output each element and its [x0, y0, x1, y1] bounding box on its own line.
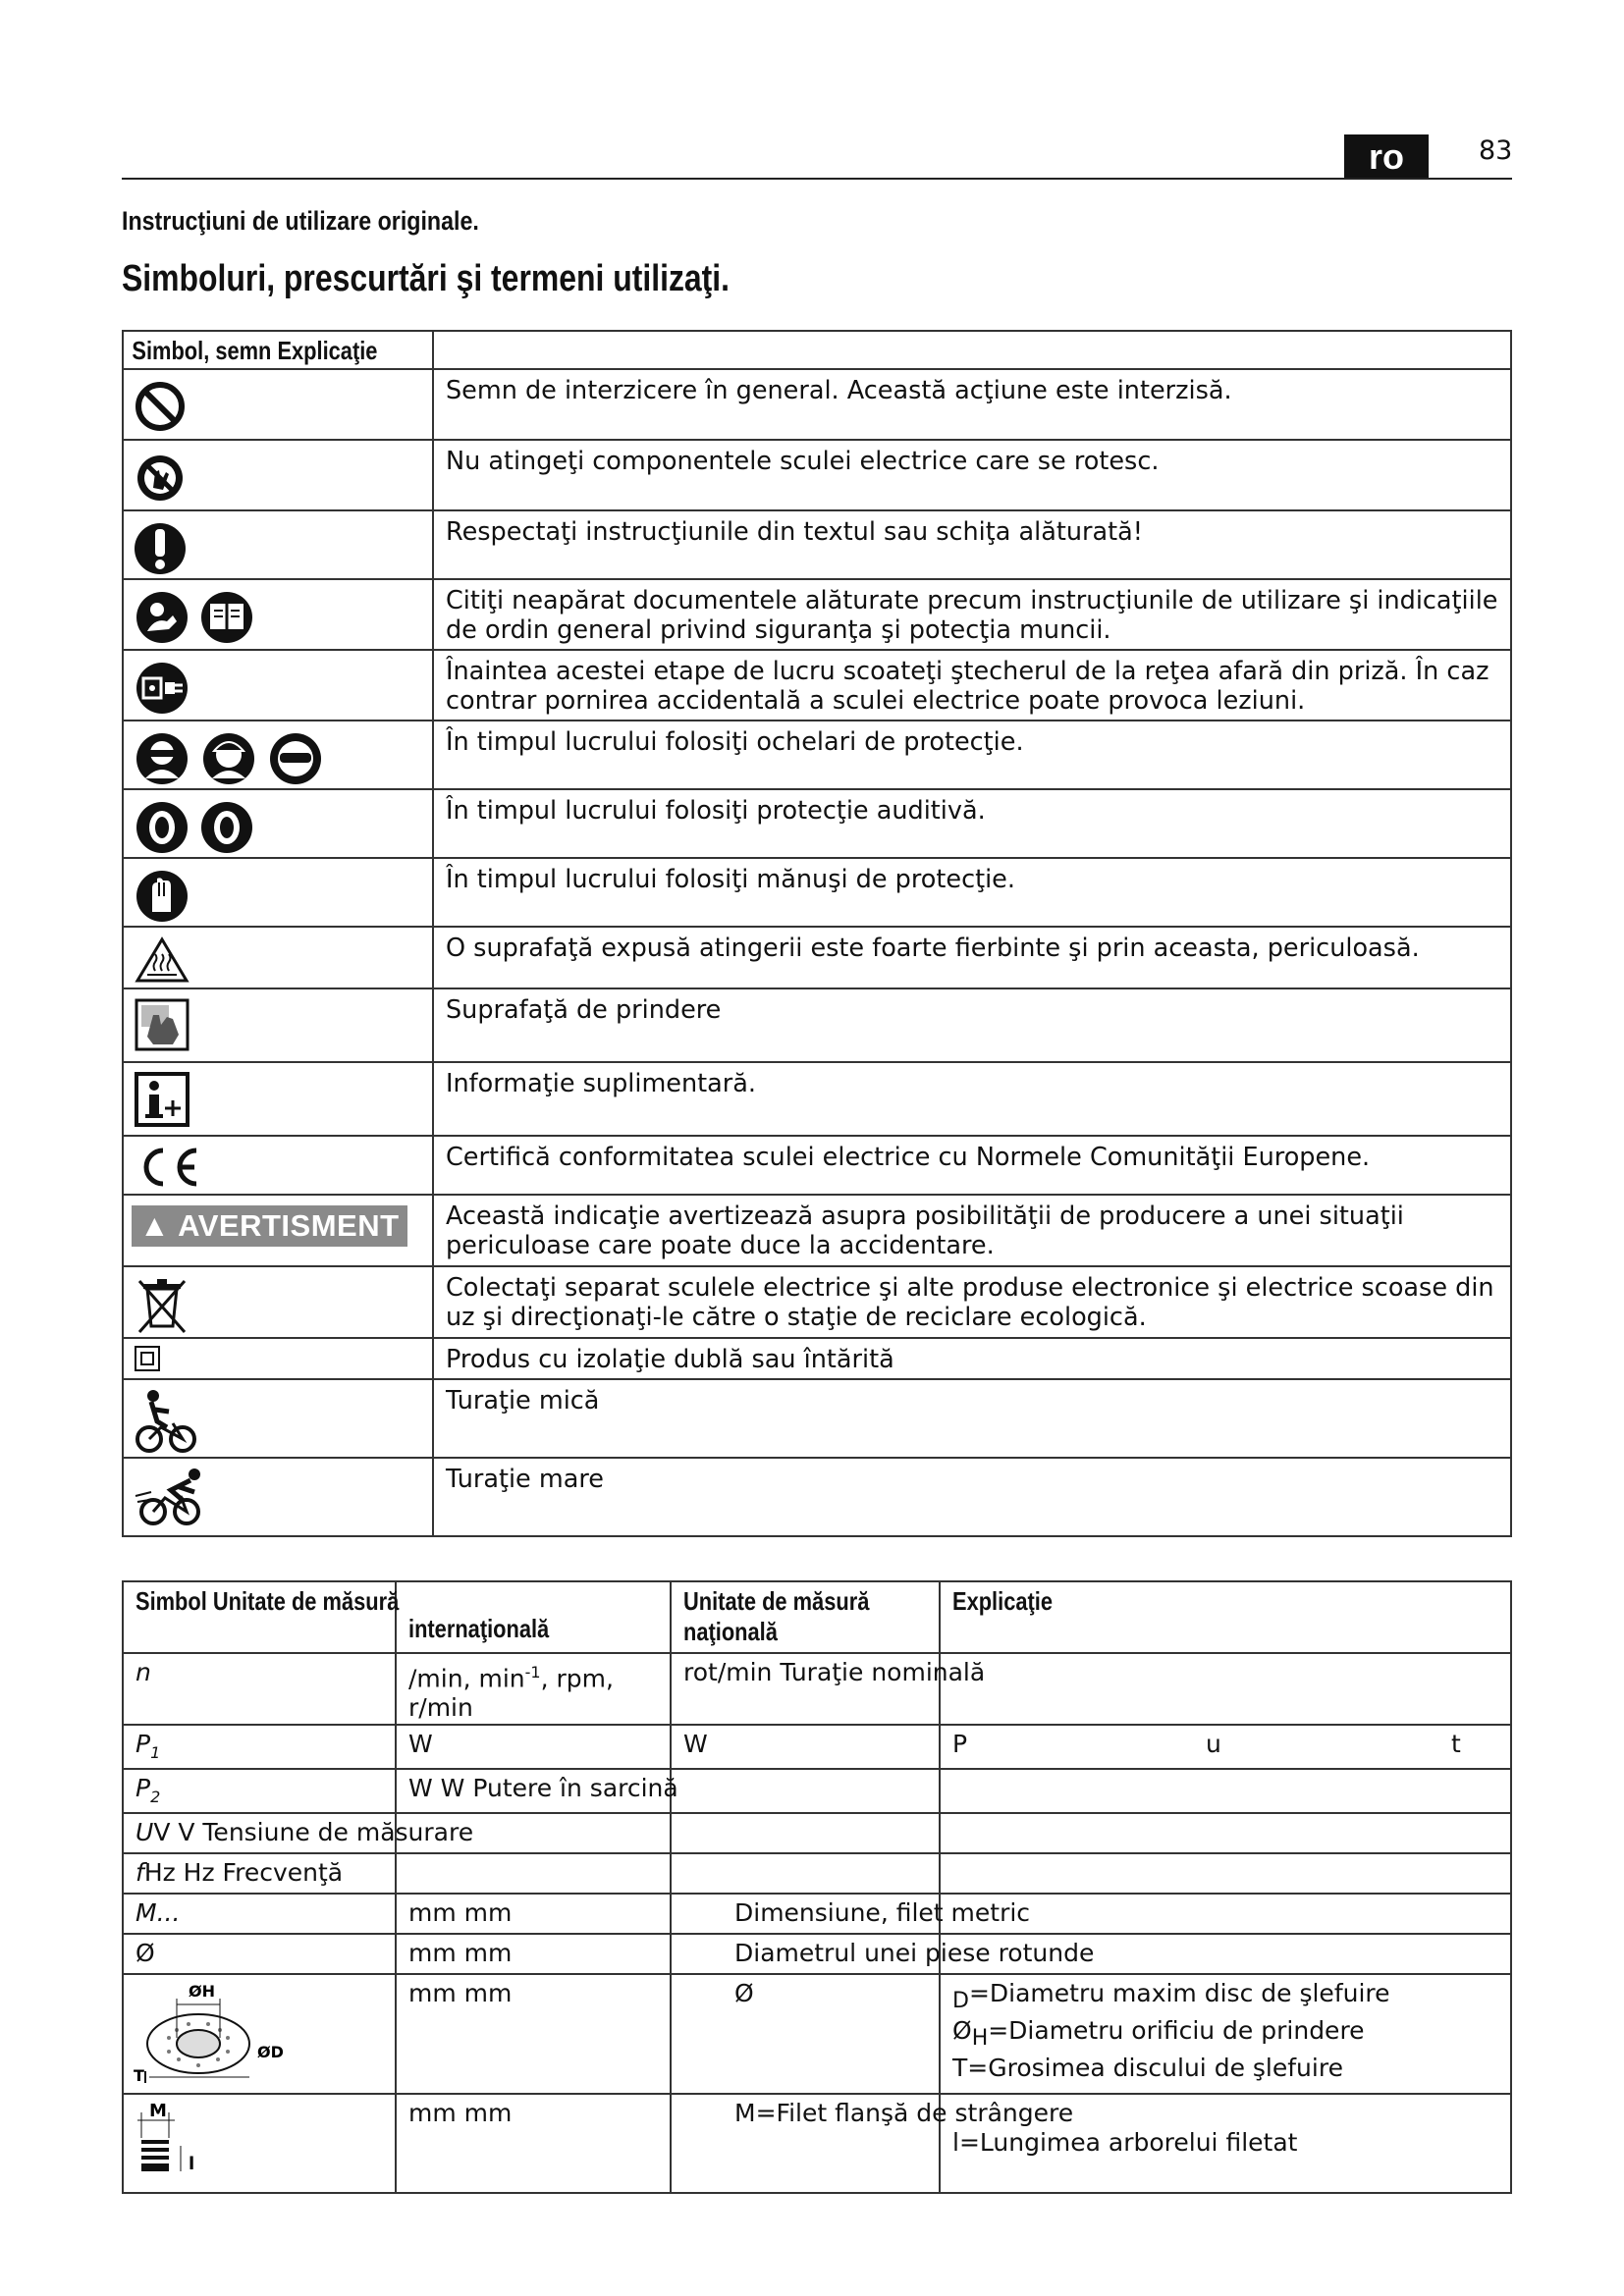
units-header-international: internaţională	[408, 1614, 550, 1643]
explanation: Dimensiune, filet metric	[734, 1898, 1031, 1927]
table-row	[123, 369, 1511, 440]
symbol-n: n	[123, 1653, 396, 1725]
symbol-explanation: Turaţie mare	[433, 1458, 1511, 1536]
table-row	[123, 650, 1511, 721]
page-title: Simboluri, prescurtări şi termeni utilizaţi.	[122, 258, 731, 299]
unit-national: rot/min Turaţie nominală	[683, 1658, 986, 1686]
table-row	[123, 1974, 1511, 2094]
symbol-explanation: Turaţie mică	[433, 1379, 1511, 1458]
unit-international: W W Putere în sarcină	[408, 1774, 678, 1802]
grinding-disc-diagram	[130, 1979, 297, 2087]
double-insulation-icon	[134, 1345, 163, 1372]
symbol-u: UV V Tensiune de măsurare	[135, 1818, 474, 1846]
symbol-m: M...	[123, 1894, 396, 1934]
symbol-explanation: Certifică conformitatea sculei electrice cu Normele Comunităţii Europene.	[433, 1136, 1511, 1195]
table-row	[123, 988, 1511, 1062]
explanation: M=Filet flanşă de strângere	[734, 2099, 1074, 2127]
explanation: Diametrul unei piese rotunde	[734, 1939, 1095, 1967]
exclamation-icon	[134, 519, 192, 576]
read-manual-icon	[134, 588, 261, 647]
table-row	[123, 1853, 1511, 1894]
units-header-national-2: naţională	[683, 1617, 778, 1646]
symbol-explanation: În timpul lucrului folosiţi ochelari de protecţie.	[433, 721, 1511, 789]
units-table-header	[123, 1581, 1511, 1653]
ce-mark-icon	[134, 1145, 202, 1190]
unit-national: Ø	[671, 1974, 940, 2094]
table-row	[123, 789, 1511, 858]
table-row	[123, 440, 1511, 510]
units-header-national: Unitate de măsură	[683, 1586, 870, 1616]
unit-national: W	[671, 1725, 940, 1769]
table-row	[123, 1769, 1511, 1813]
units-header-symbol-unit: Simbol Unitate de măsură	[135, 1586, 400, 1616]
language-badge: ro	[1344, 134, 1429, 178]
symbol-explanation: Această indicaţie avertizează asupra posibilităţii de producere a unei situaţii periculoase care poate duce la accidentare.	[433, 1195, 1511, 1266]
info-icon	[134, 1071, 192, 1128]
grip-surface-icon	[134, 997, 192, 1052]
symbols-table	[122, 330, 1512, 1537]
page-number: 83	[1479, 135, 1513, 166]
slow-cyclist-icon	[134, 1388, 202, 1455]
table-row	[123, 1653, 1511, 1725]
prohibition-icon	[134, 378, 192, 433]
table-row	[123, 1379, 1511, 1458]
table-row	[123, 1062, 1511, 1136]
table-row	[123, 1934, 1511, 1974]
symbol-explanation: În timpul lucrului folosiţi protecţie auditivă.	[433, 789, 1511, 858]
symbol-explanation: În timpul lucrului folosiţi mănuşi de protecţie.	[433, 858, 1511, 927]
symbol-explanation: Semn de interzicere în general. Această acţiune este interzisă.	[433, 369, 1511, 440]
gloves-icon	[134, 867, 192, 924]
table-row	[123, 1894, 1511, 1934]
symbol-explanation: Respectaţi instrucţiunile din textul sau schiţa alăturată!	[433, 510, 1511, 579]
table-row	[123, 579, 1511, 650]
symbols-header-label: Simbol, semn Explicaţie	[132, 336, 378, 365]
symbol-explanation: Informaţie suplimentară.	[433, 1062, 1511, 1136]
table-row	[123, 858, 1511, 927]
symbol-explanation: Înaintea acestei etape de lucru scoateţi ştecherul de la reţea afară din priză. În caz contrar pornirea accidentală a sculei electrice poate provoca leziuni.	[433, 650, 1511, 721]
hearing-protection-icon	[134, 798, 261, 855]
table-row	[123, 721, 1511, 789]
unit-international: /min, $\min^{-1}$, rpm, r/min	[396, 1653, 671, 1725]
flange-thread-diagram	[130, 2099, 218, 2187]
fast-cyclist-icon	[134, 1467, 212, 1527]
symbol-diameter: Ø	[123, 1934, 396, 1974]
disc-label-od: ØD	[257, 2043, 284, 2061]
table-row	[123, 1458, 1511, 1536]
unit-international: mm mm	[396, 2094, 671, 2193]
table-row	[123, 927, 1511, 988]
symbols-table-header	[123, 331, 1511, 369]
symbol-explanation: Nu atingeţi componentele sculei electrice care se rotesc.	[433, 440, 1511, 510]
unit-international: W	[396, 1725, 671, 1769]
weee-bin-icon	[134, 1275, 192, 1336]
symbol-explanation: Produs cu izolaţie dublă sau întărită	[433, 1338, 1511, 1379]
document-subtitle: Instrucţiuni de utilizare originale.	[122, 206, 479, 236]
table-row	[123, 2094, 1511, 2193]
unit-international: mm mm	[396, 1894, 671, 1934]
units-header-explanation: Explicaţie	[952, 1586, 1053, 1616]
flange-label-m: M	[149, 2101, 167, 2121]
unplug-icon	[134, 659, 192, 716]
unit-international: mm mm	[396, 1974, 671, 2094]
symbol-p2: $P_2$	[123, 1769, 396, 1813]
table-row	[123, 1725, 1511, 1769]
table-row	[123, 1266, 1511, 1338]
hot-surface-icon	[134, 935, 192, 985]
units-table	[122, 1580, 1512, 2194]
safety-glasses-icon	[134, 729, 330, 786]
explanation: $_D$=Diametru maxim disc de şlefuire $Ø_H=Diametru$ orificiu de prindere T=Grosimea discului de şlefuire	[940, 1974, 1511, 2094]
warning-label-text: AVERTISMENT	[178, 1208, 400, 1243]
header-rule	[122, 178, 1512, 180]
symbol-p1: $P_1$	[123, 1725, 396, 1769]
table-row	[123, 1195, 1511, 1266]
no-touch-rotating-icon	[134, 449, 192, 506]
symbol-explanation: O suprafaţă expusă atingerii este foarte fierbinte şi prin aceasta, periculoasă.	[433, 927, 1511, 988]
table-row	[123, 510, 1511, 579]
symbol-f: fHz Hz Frecvenţă	[135, 1858, 344, 1887]
warning-label: ▲ AVERTISMENT	[132, 1205, 407, 1247]
explanation-l: l=Lungimea arborelui filetat	[940, 2094, 1511, 2193]
table-row	[123, 1136, 1511, 1195]
disc-label-t: T	[134, 2066, 144, 2085]
symbol-explanation: Citiţi neapărat documentele alăturate precum instrucţiunile de utilizare şi indicaţiile de ordin general privind siguranţa şi potecţia muncii.	[433, 579, 1511, 650]
symbol-explanation: Suprafaţă de prindere	[433, 988, 1511, 1062]
disc-label-oh: ØH	[189, 1982, 215, 2001]
explanation: P u t	[940, 1725, 1511, 1769]
table-row	[123, 1338, 1511, 1379]
symbol-explanation: Colectaţi separat sculele electrice şi alte produse electronice şi electrice scoase din uz şi direcţionaţi-le către o staţie de reciclare ecologică.	[433, 1266, 1511, 1338]
unit-international: mm mm	[396, 1934, 671, 1974]
flange-label-l: l	[189, 2154, 195, 2174]
table-row	[123, 1813, 1511, 1853]
